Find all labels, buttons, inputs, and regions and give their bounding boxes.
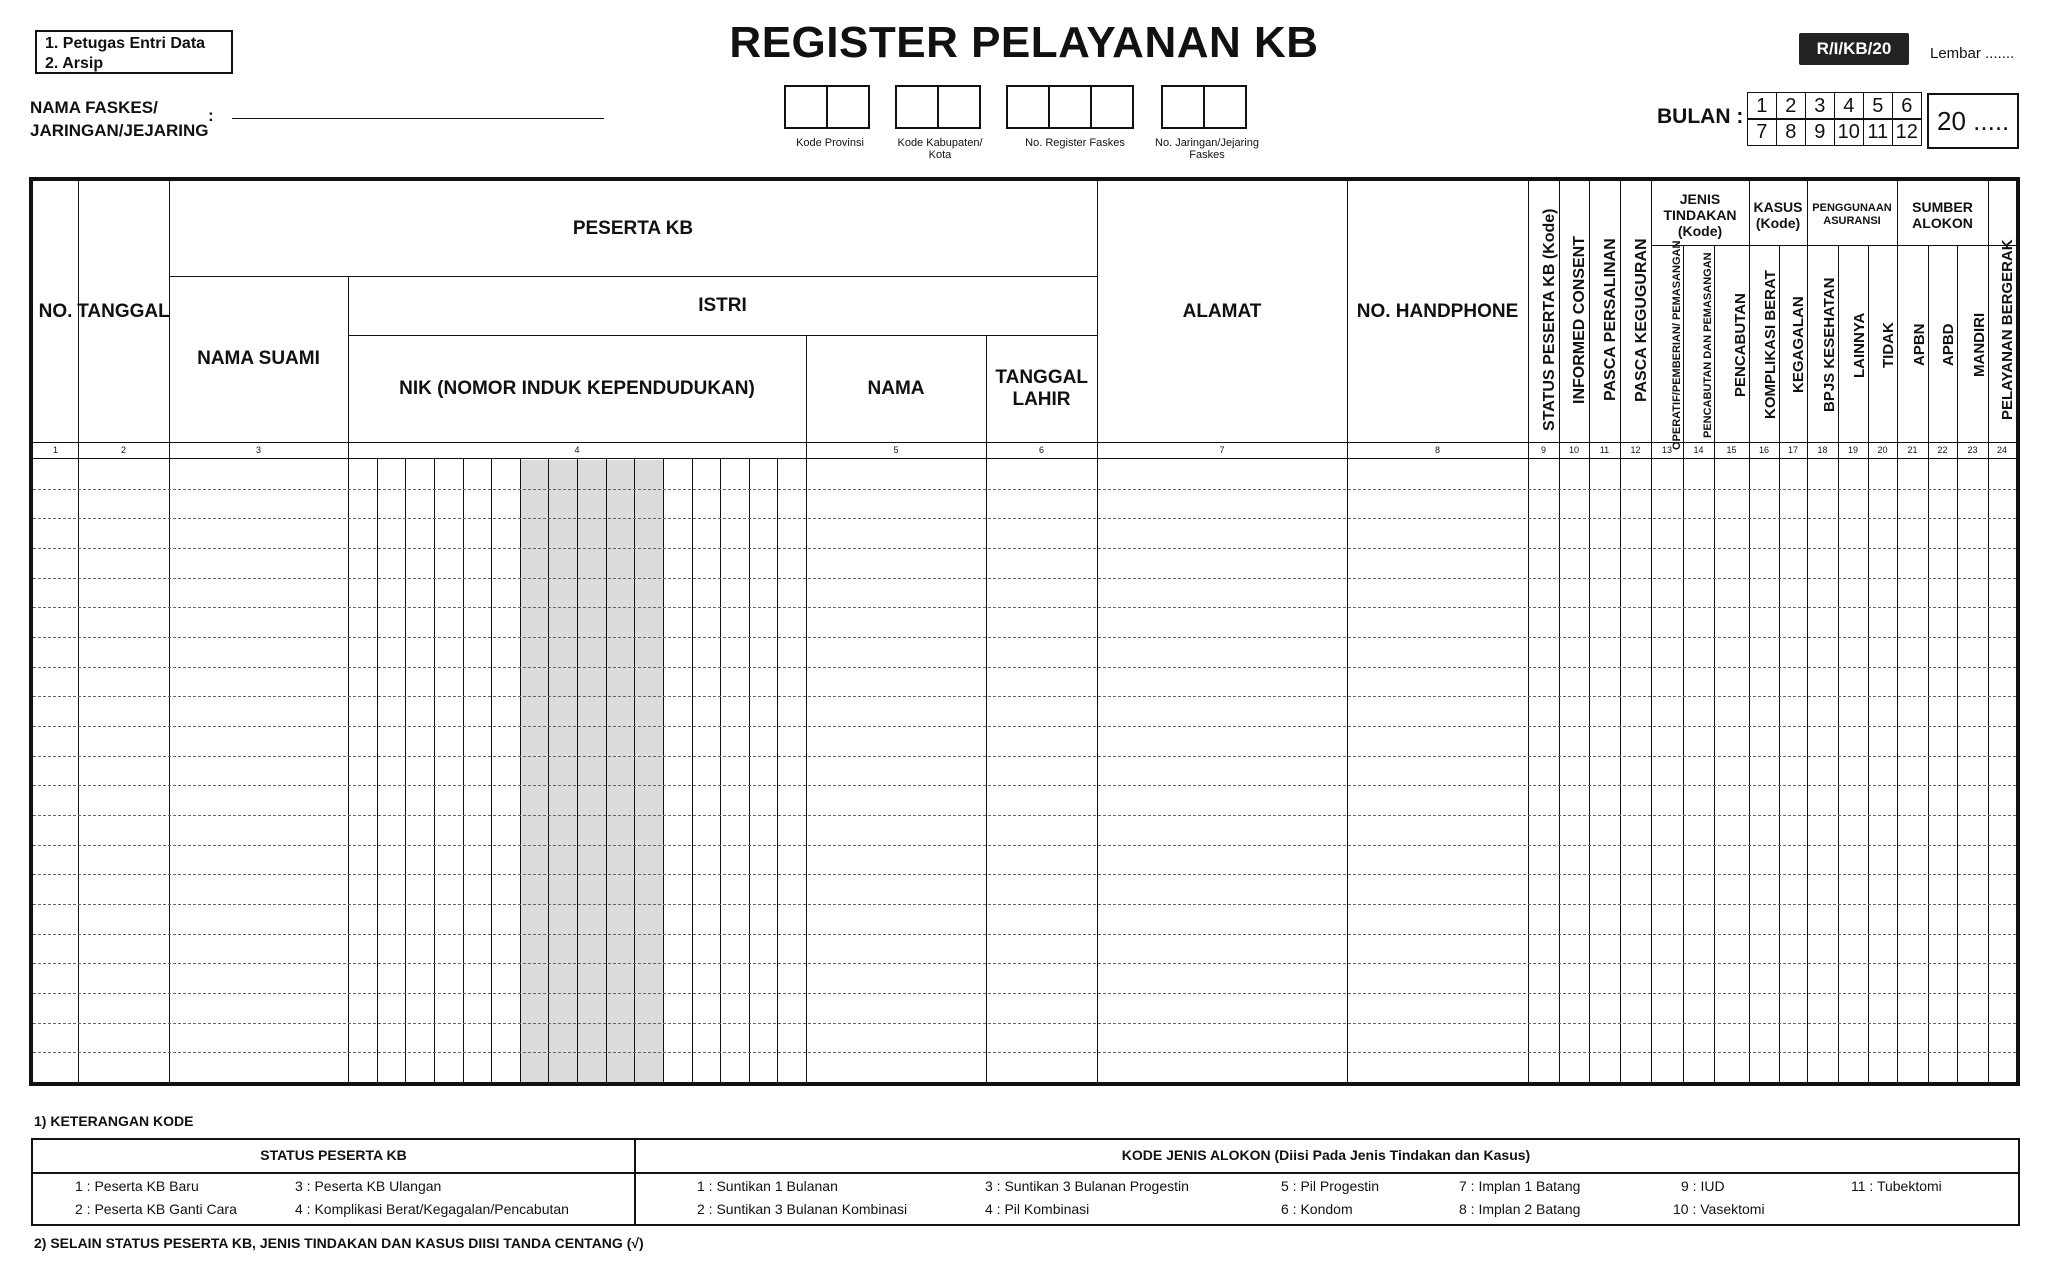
status-legend-item: 1 : Peserta KB Baru	[75, 1178, 199, 1194]
col-number: 14	[1693, 445, 1704, 455]
column-divider	[348, 276, 349, 1082]
month-12[interactable]: 12	[1892, 118, 1923, 146]
year-field[interactable]: 20 .....	[1927, 93, 2019, 149]
register-table	[29, 177, 2020, 1086]
month-selector	[1748, 93, 1922, 146]
register-faskes-label: No. Register Faskes	[1025, 137, 1125, 149]
table-row[interactable]	[33, 607, 2016, 608]
table-row[interactable]	[33, 815, 2016, 816]
nik-digit-divider	[606, 458, 607, 1082]
faskes-label-line-2: JARINGAN/JEJARING	[30, 121, 209, 140]
faskes-label-line-1: NAMA FASKES/	[30, 98, 158, 117]
alokon-legend-item: 4 : Pil Kombinasi	[985, 1201, 1090, 1217]
mandiri-header: MANDIRI	[1971, 312, 1988, 378]
col-number: 7	[1219, 445, 1225, 455]
col-number: 22	[1937, 445, 1948, 455]
nik-digit-divider	[463, 458, 464, 1082]
informed-consent-header: INFORMED CONSENT	[1571, 236, 1588, 404]
table-row[interactable]	[33, 1052, 2016, 1053]
nik-digit-divider	[663, 458, 664, 1082]
col-number: 13	[1661, 445, 1672, 455]
nik-digit-divider	[749, 458, 750, 1082]
month-11[interactable]: 11	[1863, 118, 1894, 146]
table-row[interactable]	[33, 756, 2016, 757]
pelayanan-bergerak-header: PELAYANAN BERGERAK	[1999, 239, 2016, 421]
month-1[interactable]: 1	[1747, 92, 1778, 120]
alokon-legend-item: 3 : Suntikan 3 Bulanan Progestin	[985, 1178, 1189, 1194]
col-number: 2	[120, 445, 126, 455]
nik-digit-divider	[434, 458, 435, 1082]
month-8[interactable]: 8	[1776, 118, 1807, 146]
alokon-legend-item: 7 : Implan 1 Batang	[1459, 1178, 1581, 1194]
sumber-alokon-header: SUMBER ALOKON	[1912, 199, 1973, 231]
alokon-legend-item: 9 : IUD	[1681, 1178, 1725, 1194]
nik-digit-divider	[377, 458, 378, 1082]
month-3[interactable]: 3	[1805, 92, 1836, 120]
faskes-label	[30, 96, 209, 142]
status-legend-item: 4 : Komplikasi Berat/Kegagalan/Pencabutan	[295, 1201, 569, 1217]
kasus-header: KASUS (Kode)	[1753, 199, 1803, 231]
nik-digit-divider	[634, 458, 635, 1082]
page-title: REGISTER PELAYANAN KB	[729, 18, 1319, 67]
col-number: 9	[1540, 445, 1546, 455]
alamat-header: ALAMAT	[1182, 300, 1262, 322]
alokon-legend-item: 1 : Suntikan 1 Bulanan	[697, 1178, 838, 1194]
col-number: 21	[1907, 445, 1918, 455]
pasca-keguguran-header: PASCA KEGUGURAN	[1633, 238, 1650, 402]
kode-kabupaten-boxes[interactable]	[897, 85, 981, 129]
kode-provinsi-label: Kode Provinsi	[796, 137, 864, 149]
column-divider	[1957, 245, 1958, 1082]
col-number: 4	[574, 445, 580, 455]
alokon-legend-item: 5 : Pil Progestin	[1281, 1178, 1380, 1194]
nik-digit-divider	[520, 458, 521, 1082]
month-5[interactable]: 5	[1863, 92, 1894, 120]
status-legend-item: 2 : Peserta KB Ganti Cara	[75, 1201, 237, 1217]
column-divider	[1807, 181, 1808, 1082]
table-row[interactable]	[33, 845, 2016, 846]
copy-line-2: 2. Arsip	[45, 55, 104, 72]
nik-header: NIK (NOMOR INDUK KEPENDUDUKAN)	[399, 377, 755, 399]
col-number: 11	[1599, 445, 1610, 455]
nama-istri-header: NAMA	[867, 377, 925, 399]
register-faskes-boxes[interactable]	[1008, 85, 1134, 129]
column-divider	[806, 335, 807, 1082]
col-number: 24	[1996, 445, 2007, 455]
column-divider	[1589, 181, 1590, 1082]
nik-digit-divider	[405, 458, 406, 1082]
alokon-legend-item: 11 : Tubektomi	[1851, 1178, 1942, 1194]
nik-digit-divider	[777, 458, 778, 1082]
col-number: 12	[1630, 445, 1641, 455]
column-divider	[1928, 245, 1929, 1082]
col-number: 8	[1434, 445, 1440, 455]
nama-suami-header: NAMA SUAMI	[197, 348, 320, 369]
table-row[interactable]	[33, 667, 2016, 668]
copy-line-1: 1. Petugas Entri Data	[45, 35, 206, 52]
month-6[interactable]: 6	[1892, 92, 1923, 120]
table-row[interactable]	[33, 1023, 2016, 1024]
column-divider	[169, 181, 170, 1082]
table-row[interactable]	[33, 578, 2016, 579]
kode-provinsi-boxes[interactable]	[786, 85, 870, 129]
col-number: 1	[52, 445, 58, 455]
jaringan-faskes-label: No. Jaringan/Jejaring Faskes	[1155, 137, 1259, 161]
month-4[interactable]: 4	[1834, 92, 1865, 120]
column-divider	[1868, 245, 1869, 1082]
nik-digit-divider	[692, 458, 693, 1082]
bpjs-header: BPJS KESEHATAN	[1821, 277, 1838, 413]
col-number: 5	[893, 445, 899, 455]
table-row[interactable]	[33, 726, 2016, 727]
table-row[interactable]	[33, 548, 2016, 549]
table-row[interactable]	[33, 934, 2016, 935]
nik-digit-divider	[491, 458, 492, 1082]
nik-shaded-digits	[520, 460, 663, 1082]
col-number: 18	[1817, 445, 1828, 455]
col-tanggal-header: TANGGAL	[77, 300, 170, 322]
jenis-tindakan-header: JENIS TINDAKAN (Kode)	[1663, 191, 1737, 239]
tidak-header: TIDAK	[1880, 322, 1897, 368]
alokon-legend-item: 10 : Vasektomi	[1673, 1201, 1765, 1217]
nik-digit-divider	[577, 458, 578, 1082]
form-code-badge: R/I/KB/20	[1799, 33, 1909, 65]
pencabutan-header: PENCABUTAN	[1732, 293, 1749, 397]
peserta-kb-header: PESERTA KB	[572, 217, 694, 239]
status-peserta-header: STATUS PESERTA KB (Kode)	[1541, 208, 1558, 432]
column-divider	[1714, 245, 1715, 1082]
col-number: 19	[1847, 445, 1858, 455]
month-9[interactable]: 9	[1805, 118, 1836, 146]
keterangan-title: 1) KETERANGAN KODE	[34, 1113, 194, 1129]
no-handphone-header: NO. HANDPHONE	[1356, 300, 1519, 322]
column-divider	[1838, 245, 1839, 1082]
bulan-label: BULAN :	[1657, 105, 1744, 128]
jaringan-faskes-boxes[interactable]	[1163, 85, 1247, 129]
table-row[interactable]	[33, 963, 2016, 964]
table-row[interactable]	[33, 904, 2016, 905]
nik-digit-divider	[720, 458, 721, 1082]
month-2[interactable]: 2	[1776, 92, 1807, 120]
col-number: 17	[1787, 445, 1798, 455]
faskes-name-field[interactable]	[232, 118, 604, 119]
alokon-legend-item: 6 : Kondom	[1281, 1201, 1353, 1217]
col-number: 6	[1038, 445, 1044, 455]
faskes-colon: :	[208, 106, 214, 125]
column-divider	[1749, 181, 1750, 1082]
table-row[interactable]	[33, 874, 2016, 875]
table-row[interactable]	[33, 993, 2016, 994]
alokon-legend-item: 2 : Suntikan 3 Bulanan Kombinasi	[697, 1201, 908, 1217]
month-7[interactable]: 7	[1747, 118, 1778, 146]
status-legend-item: 3 : Peserta KB Ulangan	[295, 1178, 442, 1194]
column-divider	[78, 181, 79, 1082]
kode-kabupaten-label: Kode Kabupaten/ Kota	[897, 137, 983, 161]
column-divider	[1651, 181, 1652, 1082]
column-divider	[986, 335, 987, 1082]
penggunaan-asuransi-header: PENGGUNAAN ASURANSI	[1812, 202, 1892, 227]
col-number: 3	[255, 445, 261, 455]
table-row[interactable]	[33, 518, 2016, 519]
col-number: 15	[1726, 445, 1737, 455]
apbd-header: APBD	[1940, 323, 1957, 367]
table-row[interactable]	[33, 489, 2016, 490]
column-divider	[1897, 181, 1898, 1082]
table-row[interactable]	[33, 696, 2016, 697]
column-divider	[1528, 181, 1529, 1082]
month-10[interactable]: 10	[1834, 118, 1865, 146]
column-divider	[1620, 181, 1621, 1082]
column-divider	[1347, 181, 1348, 1082]
keterangan-table	[31, 1138, 2020, 1226]
pasca-persalinan-header: PASCA PERSALINAN	[1602, 238, 1619, 402]
column-divider	[1559, 181, 1560, 1082]
table-row[interactable]	[33, 785, 2016, 786]
lainnya-header: LAINNYA	[1851, 312, 1868, 378]
column-divider	[1988, 181, 1989, 1082]
apbn-header: APBN	[1911, 323, 1928, 367]
istri-header: ISTRI	[698, 294, 747, 316]
checkmark-note: 2) SELAIN STATUS PESERTA KB, JENIS TINDAKAN DAN KASUS DIISI TANDA CENTANG (√)	[34, 1235, 644, 1251]
status-peserta-legend-header: STATUS PESERTA KB	[260, 1147, 407, 1163]
table-row[interactable]	[33, 637, 2016, 638]
alokon-legend-item: 8 : Implan 2 Batang	[1459, 1201, 1581, 1217]
col-number: 16	[1758, 445, 1769, 455]
alokon-legend-header: KODE JENIS ALOKON (Diisi Pada Jenis Tindakan dan Kasus)	[1121, 1147, 1531, 1163]
col-number: 10	[1568, 445, 1579, 455]
nik-digit-divider	[548, 458, 549, 1082]
pencabutan-pemasangan-header: PENCABUTAN DAN PEMASANGAN	[1702, 252, 1714, 438]
komplikasi-berat-header: KOMPLIKASI BERAT	[1762, 270, 1779, 420]
sheet-number-field[interactable]: Lembar .......	[1930, 45, 2015, 62]
column-divider	[1779, 245, 1780, 1082]
column-divider	[1097, 181, 1098, 1082]
operatif-header: OPERATIF/PEMBERIAN/ PEMASANGAN	[1671, 240, 1683, 450]
kegagalan-header: KEGAGALAN	[1790, 296, 1807, 394]
tanggal-lahir-header: TANGGAL LAHIR	[995, 366, 1088, 410]
col-no-header: NO.	[38, 300, 73, 322]
col-number: 23	[1967, 445, 1978, 455]
column-divider	[1683, 245, 1684, 1082]
col-number: 20	[1877, 445, 1888, 455]
